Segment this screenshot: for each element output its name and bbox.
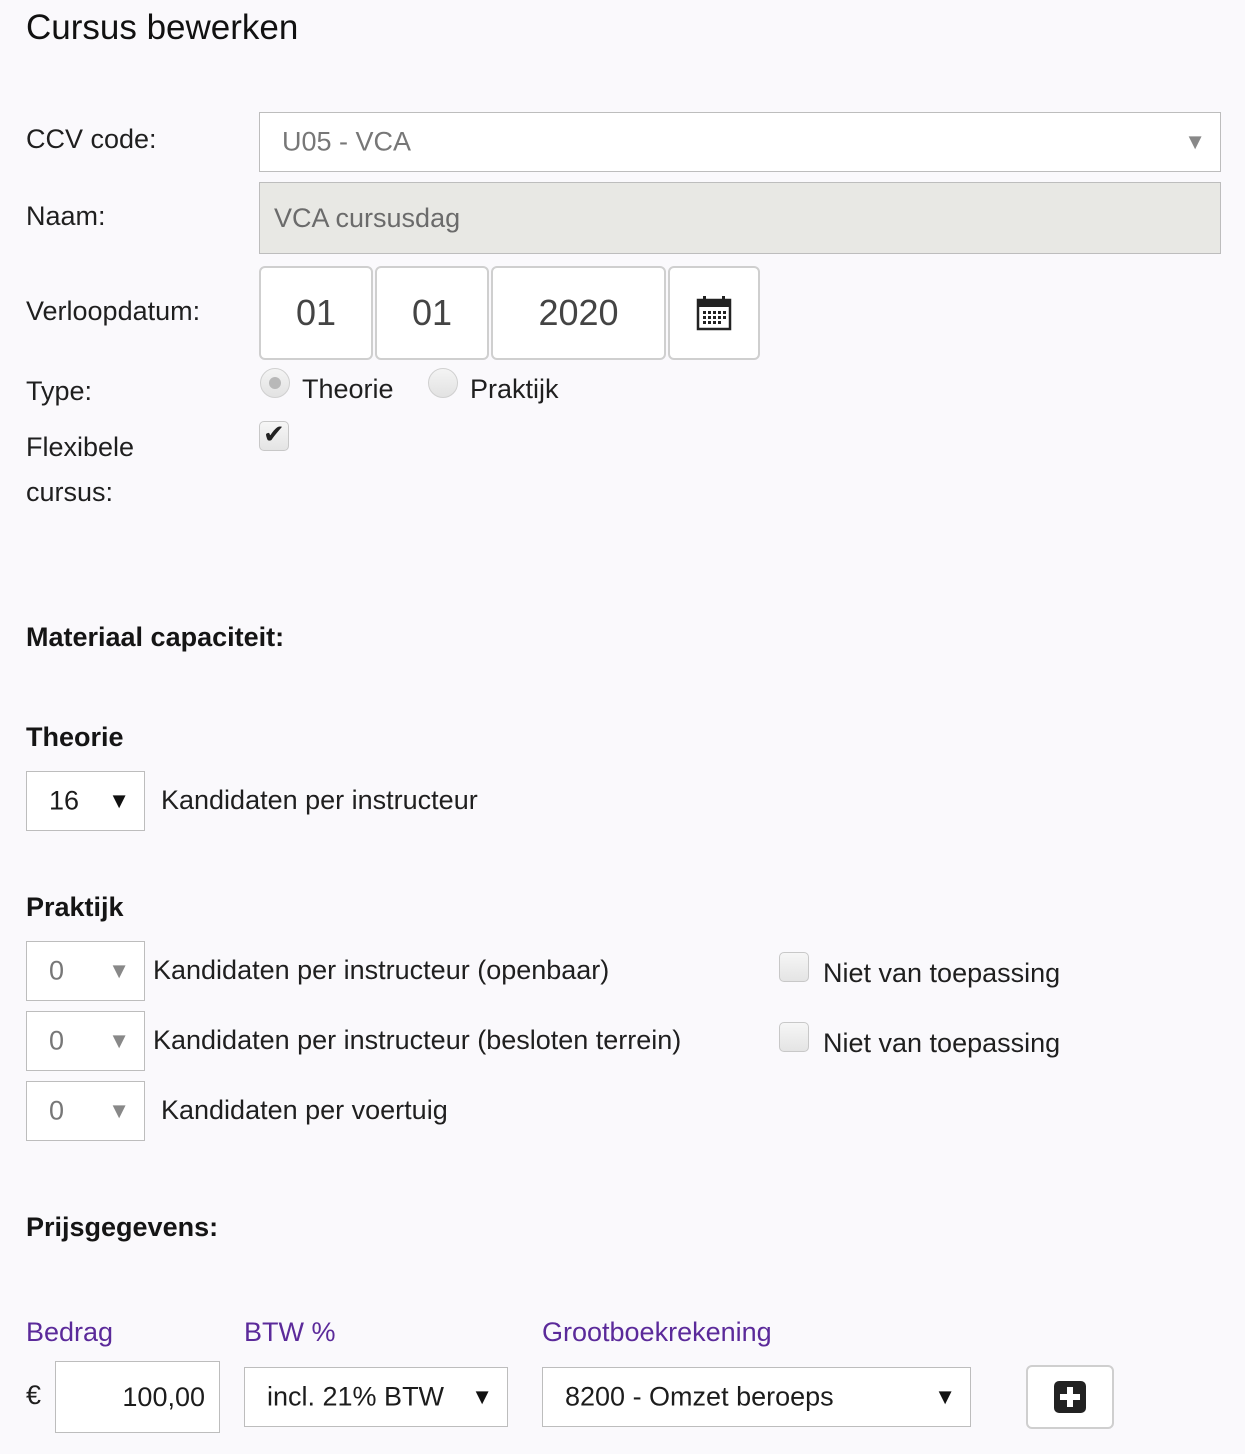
nvt-besloten-label: Niet van toepassing <box>823 1028 1061 1058</box>
grootboek-value: 8200 - Omzet beroeps <box>565 1381 834 1412</box>
bedrag-header: Bedrag <box>26 1317 114 1347</box>
theorie-capacity-value: 16 <box>49 785 80 816</box>
capacity-header: Materiaal capaciteit: <box>26 622 285 652</box>
praktijk-openbaar-label: Kandidaten per instructeur (openbaar) <box>153 955 610 985</box>
add-button[interactable] <box>1026 1365 1114 1429</box>
grootboek-header: Grootboekrekening <box>542 1317 772 1347</box>
plus-square-icon <box>1053 1380 1087 1414</box>
praktijk-besloten-label: Kandidaten per instructeur (besloten terrein) <box>153 1025 682 1055</box>
calendar-icon <box>696 295 732 331</box>
nvt-openbaar-label: Niet van toepassing <box>823 958 1061 988</box>
calendar-button[interactable] <box>668 266 760 360</box>
flex-label-line1: Flexibele <box>26 432 135 462</box>
chevron-down-icon: ▼ <box>108 788 130 813</box>
verloopdatum-label: Verloopdatum: <box>26 296 201 326</box>
chevron-down-icon: ▼ <box>108 958 130 983</box>
currency-symbol: € <box>26 1380 42 1410</box>
radio-dot <box>269 377 281 389</box>
flex-label-line2: cursus: <box>26 477 114 507</box>
praktijk-openbaar-value: 0 <box>49 955 65 986</box>
radio-praktijk-label: Praktijk <box>470 374 559 404</box>
flex-checkbox[interactable] <box>259 421 289 451</box>
naam-input[interactable]: VCA cursusdag <box>259 182 1221 254</box>
type-label: Type: <box>26 376 93 406</box>
theorie-header: Theorie <box>26 722 124 752</box>
praktijk-besloten-select[interactable] <box>26 1011 145 1071</box>
theorie-capacity-label: Kandidaten per instructeur <box>161 785 478 815</box>
naam-label: Naam: <box>26 201 106 231</box>
chevron-down-icon: ▼ <box>108 1098 130 1123</box>
page-title: Cursus bewerken <box>26 8 299 47</box>
checkmark-icon: ✔ <box>263 419 285 449</box>
grootboek-select[interactable] <box>542 1367 971 1427</box>
praktijk-openbaar-select[interactable] <box>26 941 145 1001</box>
chevron-down-icon: ▼ <box>934 1384 956 1409</box>
theorie-capacity-select[interactable] <box>26 771 145 831</box>
nvt-openbaar-checkbox[interactable] <box>779 952 809 982</box>
ccv-code-select[interactable] <box>259 112 1221 172</box>
date-month-input[interactable]: 01 <box>375 266 489 360</box>
radio-theorie[interactable] <box>260 368 290 398</box>
praktijk-header: Praktijk <box>26 892 124 922</box>
pricing-header: Prijsgegevens: <box>26 1212 219 1242</box>
praktijk-besloten-value: 0 <box>49 1025 65 1056</box>
btw-header: BTW % <box>244 1317 336 1347</box>
bedrag-input[interactable]: 100,00 <box>55 1361 220 1433</box>
ccv-code-label: CCV code: <box>26 124 157 154</box>
chevron-down-icon: ▼ <box>108 1028 130 1053</box>
radio-theorie-label: Theorie <box>302 374 394 404</box>
chevron-down-icon: ▼ <box>471 1384 493 1409</box>
chevron-down-icon: ▼ <box>1184 129 1206 154</box>
radio-praktijk[interactable] <box>428 368 458 398</box>
nvt-besloten-checkbox[interactable] <box>779 1022 809 1052</box>
btw-value: incl. 21% BTW <box>267 1381 445 1412</box>
praktijk-voertuig-value: 0 <box>49 1095 65 1126</box>
praktijk-voertuig-label: Kandidaten per voertuig <box>161 1095 448 1125</box>
date-year-input[interactable]: 2020 <box>491 266 666 360</box>
date-day-input[interactable]: 01 <box>259 266 373 360</box>
btw-select[interactable] <box>244 1367 508 1427</box>
praktijk-voertuig-select[interactable] <box>26 1081 145 1141</box>
ccv-code-value: U05 - VCA <box>282 126 412 157</box>
